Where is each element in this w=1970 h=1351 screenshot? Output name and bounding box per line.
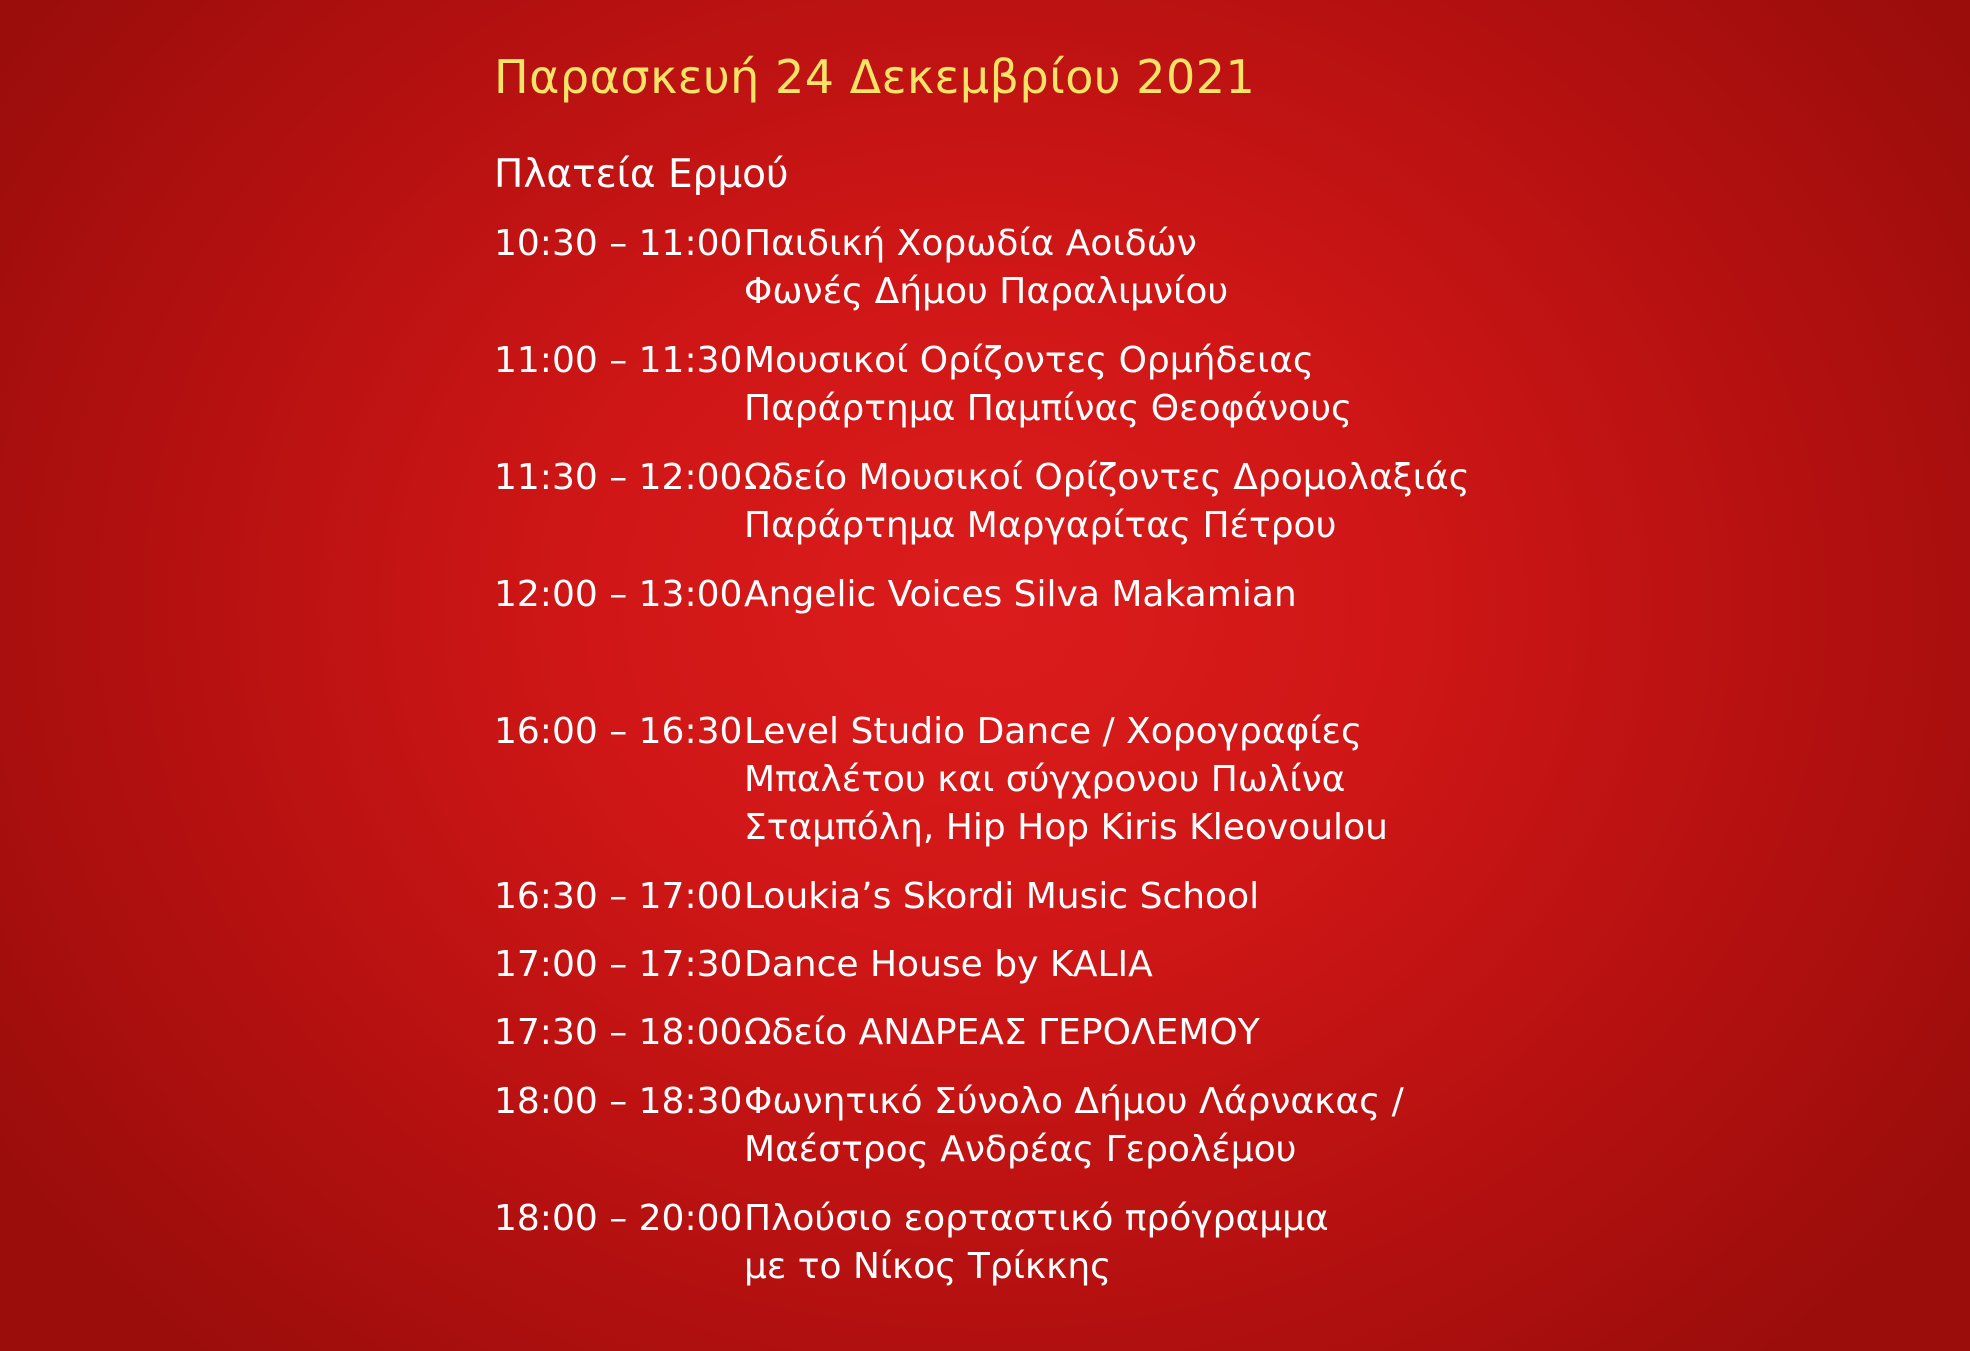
event-line: Μαέστρος Ανδρέας Γερολέμου: [744, 1129, 1297, 1170]
event-line: Παιδική Χορωδία Αοιδών: [744, 223, 1197, 264]
schedule-event: [744, 1009, 1260, 1057]
event-line: Φωνές Δήμου Παραλιμνίου: [744, 271, 1229, 312]
schedule-row: [494, 220, 1228, 316]
event-line: Loukia’s Skordi Music School: [744, 876, 1260, 917]
schedule-row: [494, 454, 1470, 550]
event-line: Παράρτημα Μαργαρίτας Πέτρου: [744, 505, 1337, 546]
schedule-time: 16:30 – 17:00: [494, 876, 743, 917]
schedule-event: [744, 454, 1470, 550]
event-line: με το Νίκος Τρίκκης: [744, 1246, 1112, 1287]
event-line: Μουσικοί Ορίζοντες Ορμήδειας: [744, 340, 1315, 381]
schedule-row: [494, 708, 1388, 852]
event-line: Πλούσιο εορταστικό πρόγραμμα: [744, 1198, 1329, 1239]
schedule-event: [744, 941, 1153, 989]
schedule-row: [494, 1078, 1404, 1174]
poster-date-title: Παρασκευή 24 Δεκεμβρίου 2021: [494, 50, 1256, 104]
schedule-row: [494, 873, 1259, 921]
schedule-time: 18:00 – 20:00: [494, 1198, 743, 1239]
event-line: Dance House by KALIA: [744, 944, 1153, 985]
schedule-row: [494, 571, 1297, 619]
schedule-time: 18:00 – 18:30: [494, 1081, 743, 1122]
schedule-event: [744, 1078, 1404, 1174]
event-line: Παράρτημα Παμπίνας Θεοφάνους: [744, 388, 1353, 429]
venue-title: Πλατεία Ερμού: [494, 152, 789, 197]
event-line: Σταμπόλη, Hip Hop Kiris Kleovoulou: [744, 807, 1388, 848]
schedule-time: 17:00 – 17:30: [494, 944, 743, 985]
schedule-event: [744, 1195, 1329, 1291]
schedule-time: 11:00 – 11:30: [494, 340, 743, 381]
schedule-row: [494, 941, 1153, 989]
schedule-row: [494, 337, 1352, 433]
schedule-event: [744, 708, 1388, 852]
schedule-event: [744, 337, 1352, 433]
event-line: Angelic Voices Silva Makamian: [744, 574, 1297, 615]
event-poster: [494, 0, 1494, 1351]
schedule-time: 12:00 – 13:00: [494, 574, 743, 615]
event-line: Level Studio Dance / Χορογραφίες: [744, 711, 1363, 752]
event-line: Φωνητικό Σύνολο Δήμου Λάρνακας /: [744, 1081, 1404, 1122]
event-line: Ωδείο ΑΝΔΡΕΑΣ ΓΕΡΟΛΕΜΟΥ: [744, 1012, 1260, 1053]
schedule-time: 10:30 – 11:00: [494, 223, 743, 264]
schedule-event: [744, 220, 1228, 316]
event-line: Ωδείο Μουσικοί Ορίζοντες Δρομολαξιάς: [744, 457, 1470, 498]
schedule-event: [744, 571, 1297, 619]
schedule-event: [744, 873, 1259, 921]
schedule-time: 11:30 – 12:00: [494, 457, 743, 498]
schedule-row: [494, 1009, 1260, 1057]
event-line: Μπαλέτου και σύγχρονου Πωλίνα: [744, 759, 1346, 800]
schedule-row: [494, 1195, 1329, 1291]
schedule-time: 16:00 – 16:30: [494, 711, 743, 752]
schedule-time: 17:30 – 18:00: [494, 1012, 743, 1053]
